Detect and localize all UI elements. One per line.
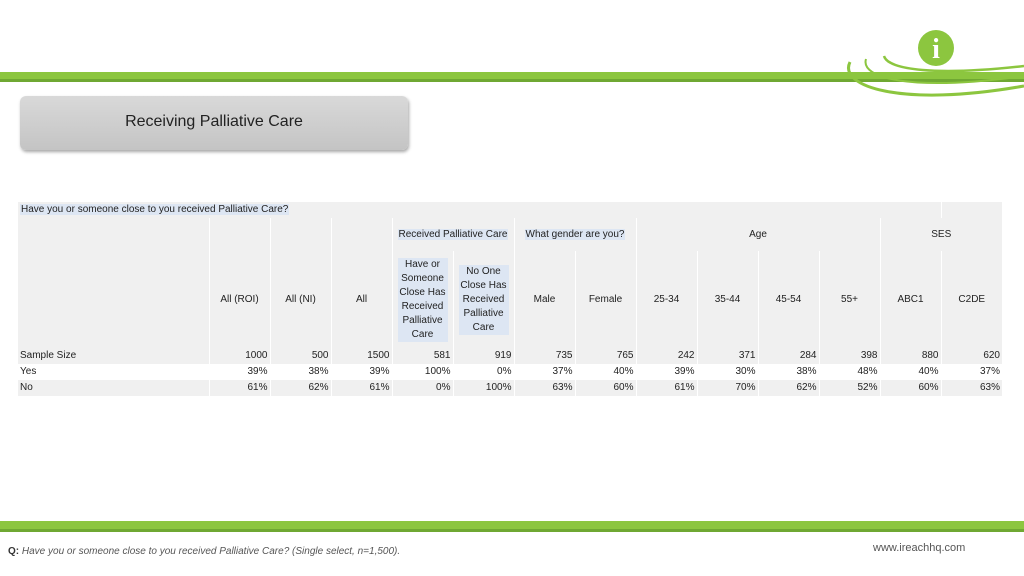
column-header: 45-54 <box>775 293 802 305</box>
table-cell: 30% <box>697 364 758 380</box>
group-received: Received Palliative Care <box>398 228 508 240</box>
table-cell: 61% <box>209 380 270 396</box>
results-table <box>18 202 1002 396</box>
table-cell: 40% <box>575 364 636 380</box>
website-link[interactable]: www.ireachhq.com <box>873 542 966 554</box>
table-cell: 398 <box>819 348 880 364</box>
table-row <box>18 364 1002 380</box>
row-label: Sample Size <box>18 348 209 364</box>
table-row <box>18 380 1002 396</box>
table-cell: 48% <box>819 364 880 380</box>
question-label: Have you or someone close to you received Palliative Care? <box>21 204 289 215</box>
table-cell: 500 <box>270 348 331 364</box>
table-cell: 39% <box>331 364 392 380</box>
section-title-box <box>20 96 408 150</box>
table-cell: 371 <box>697 348 758 364</box>
column-header: No One Close Has Received Palliative Care <box>460 265 507 333</box>
table-cell: 61% <box>636 380 697 396</box>
table-cell: 60% <box>880 380 941 396</box>
table-cell: 100% <box>392 364 453 380</box>
column-header: Female <box>588 293 623 305</box>
table-cell: 38% <box>270 364 331 380</box>
table-cell: 765 <box>575 348 636 364</box>
table-cell: 62% <box>270 380 331 396</box>
column-header: All (NI) <box>285 293 316 305</box>
table-cell: 620 <box>941 348 1002 364</box>
table-cell: 61% <box>331 380 392 396</box>
column-header: ABC1 <box>897 293 924 305</box>
section-title: Receiving Palliative Care <box>125 113 303 130</box>
table-cell: 0% <box>453 364 514 380</box>
group-age: Age <box>749 228 767 240</box>
table-cell: 284 <box>758 348 819 364</box>
table-cell: 1500 <box>331 348 392 364</box>
row-label: Yes <box>18 364 209 380</box>
column-header: All <box>355 293 368 305</box>
table-cell: 919 <box>453 348 514 364</box>
column-header: 35-44 <box>714 293 741 305</box>
table-cell: 40% <box>880 364 941 380</box>
table-cell: 39% <box>209 364 270 380</box>
column-header: 55+ <box>841 293 858 305</box>
table-cell: 39% <box>636 364 697 380</box>
svg-text:i: i <box>932 34 940 65</box>
table-cell: 100% <box>453 380 514 396</box>
group-gender: What gender are you? <box>525 228 625 240</box>
question-footnote: Q: Have you or someone close to you received Palliative Care? (Single select, n=1,500). <box>8 546 401 557</box>
table-cell: 70% <box>697 380 758 396</box>
row-label: No <box>18 380 209 396</box>
table-row <box>18 348 1002 364</box>
table-cell: 242 <box>636 348 697 364</box>
table-cell: 62% <box>758 380 819 396</box>
table-cell: 581 <box>392 348 453 364</box>
table-cell: 880 <box>880 348 941 364</box>
column-header: All (ROI) <box>220 293 259 305</box>
table-cell: 735 <box>514 348 575 364</box>
table-cell: 0% <box>392 380 453 396</box>
table-cell: 37% <box>941 364 1002 380</box>
ireach-logo-icon <box>840 26 1024 102</box>
row-label-header <box>18 251 209 348</box>
table-cell: 38% <box>758 364 819 380</box>
table-cell: 52% <box>819 380 880 396</box>
bottom-accent-bar-shadow <box>0 529 1024 532</box>
group-ses: SES <box>931 228 952 240</box>
column-header: C2DE <box>958 293 986 305</box>
table-cell: 60% <box>575 380 636 396</box>
table-cell: 63% <box>514 380 575 396</box>
table-cell: 1000 <box>209 348 270 364</box>
table-cell: 63% <box>941 380 1002 396</box>
column-header: 25-34 <box>653 293 680 305</box>
column-header: Have or Someone Close Has Received Palliative Care <box>399 258 446 340</box>
column-header: Male <box>533 293 556 305</box>
table-cell: 37% <box>514 364 575 380</box>
